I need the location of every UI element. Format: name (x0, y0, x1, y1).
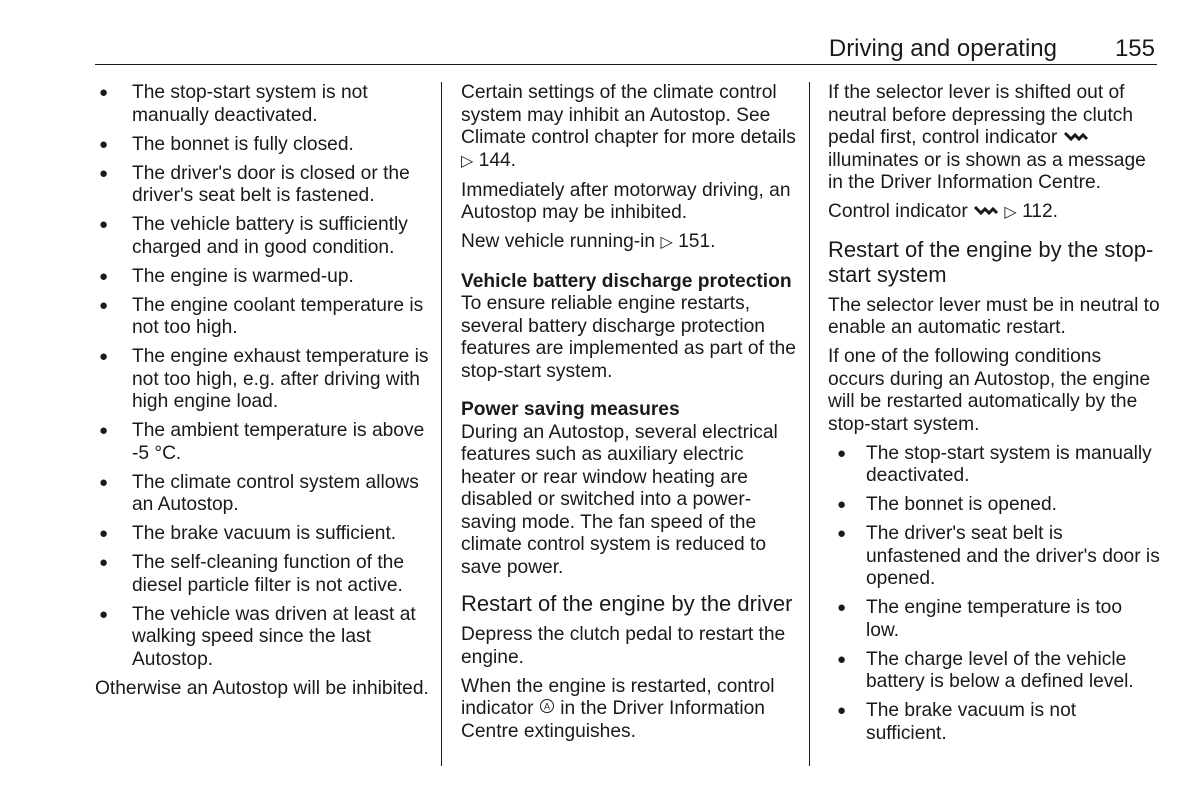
reference-arrow-icon: ▷ (461, 152, 474, 170)
list-item: ● The bonnet is fully closed. (95, 134, 430, 157)
page-reference-link[interactable]: 151. (678, 231, 716, 252)
list-item: ● The vehicle was driven at least at walking speed since the last Autostop. (95, 604, 430, 672)
autostop-indicator-icon (539, 698, 555, 719)
climate-paragraph (461, 82, 796, 173)
column-left (95, 82, 430, 707)
motorway-paragraph: Immediately after motorway driving, an Autostop may be inhibited. (461, 179, 791, 223)
control-indicator-paragraph (828, 201, 1160, 225)
indicator-paragraph (461, 676, 796, 744)
engine-indicator-icon (1063, 127, 1089, 148)
paragraph-text: in the Driver Information Centre extinguishes. (461, 698, 765, 742)
svg-text:A: A (543, 701, 550, 712)
page-reference-link[interactable]: 112. (1022, 201, 1058, 222)
running-in-paragraph (461, 231, 796, 255)
list-item: ● The charge level of the vehicle battery is below a defined level. (828, 649, 1160, 694)
list-item: ● The engine exhaust temperature is not too high, e.g. after driving with high engine load. (95, 346, 430, 414)
clutch-paragraph: Depress the clutch pedal to restart the engine. (461, 624, 786, 668)
reference-arrow-icon: ▷ (1004, 204, 1017, 221)
list-item: ● The engine temperature is too low. (828, 597, 1160, 642)
section-title: Driving and operating (828, 35, 1057, 62)
page-reference-link[interactable]: 144. (478, 149, 517, 171)
page-number: 155 (1114, 35, 1155, 62)
selector-lever-paragraph (828, 82, 1160, 195)
list-item: ● The self-cleaning function of the diesel particle filter is not active. (95, 552, 430, 597)
list-item: ● The stop-start system is not manually deactivated. (95, 82, 430, 127)
restart-by-system-heading: Restart of the engine by the stop-start system (828, 236, 1154, 287)
column-right (828, 82, 1160, 752)
neutral-paragraph: The selector lever must be in neutral to enable an automatic restart. (828, 294, 1160, 338)
power-saving-paragraph: During an Autostop, several electrical features such as auxiliary electric heater or rear window heating are disabled or switched into a power-saving mode. The fan speed of the climate control system is reduced to save power. (461, 421, 778, 578)
column-divider (809, 82, 810, 766)
list-item: ● The stop-start system is manually deactivated. (828, 443, 1160, 488)
list-item: ● The driver's door is closed or the driver's seat belt is fastened. (95, 163, 430, 208)
list-item: ● The bonnet is opened. (828, 494, 1160, 517)
paragraph-text: New vehicle running-in (461, 231, 656, 252)
list-item: ● The brake vacuum is not sufficient. (828, 700, 1160, 745)
list-item: ● The engine coolant temperature is not too high. (95, 295, 430, 340)
column-divider (441, 82, 442, 766)
paragraph-text: Control indicator (828, 201, 968, 222)
battery-protection-paragraph: To ensure reliable engine restarts, several battery discharge protection features are implemented as part of the stop-start system. (461, 293, 796, 382)
list-item: ● The ambient temperature is above -5 °C. (95, 420, 430, 465)
list-item: ● The brake vacuum is sufficient. (95, 523, 430, 546)
conditions-paragraph: If one of the following conditions occurs during an Autostop, the engine will be restarted automatically by the stop-start system. (828, 346, 1151, 435)
restart-conditions-list (828, 443, 1160, 746)
paragraph-text: If the selector lever is shifted out of neutral before depressing the clutch pedal first, control indicator (828, 82, 1134, 148)
column-middle (461, 82, 796, 750)
power-saving-heading: Power saving measures (461, 399, 680, 420)
otherwise-paragraph: Otherwise an Autostop will be inhibited. (95, 677, 429, 699)
list-item: ● The engine is warmed-up. (95, 266, 430, 289)
list-item: ● The driver's seat belt is unfastened and the driver's door is opened. (828, 523, 1160, 591)
paragraph-text: When the engine is restarted, control indicator (461, 675, 775, 719)
restart-by-driver-heading: Restart of the engine by the driver (461, 591, 793, 616)
autostop-conditions-list (95, 82, 430, 671)
list-item: ● The vehicle battery is sufficiently charged and in good condition. (95, 214, 430, 259)
page-header (95, 32, 1157, 65)
battery-protection-heading: Vehicle battery discharge protection (461, 270, 792, 292)
engine-indicator-icon (973, 201, 999, 222)
paragraph-text: Certain settings of the climate control system may inhibit an Autostop. See Climate control chapter for more details (461, 82, 796, 148)
reference-arrow-icon: ▷ (660, 234, 673, 251)
paragraph-text: illuminates or is shown as a message in the Driver Information Centre. (828, 149, 1146, 193)
list-item: ● The climate control system allows an Autostop. (95, 472, 430, 517)
